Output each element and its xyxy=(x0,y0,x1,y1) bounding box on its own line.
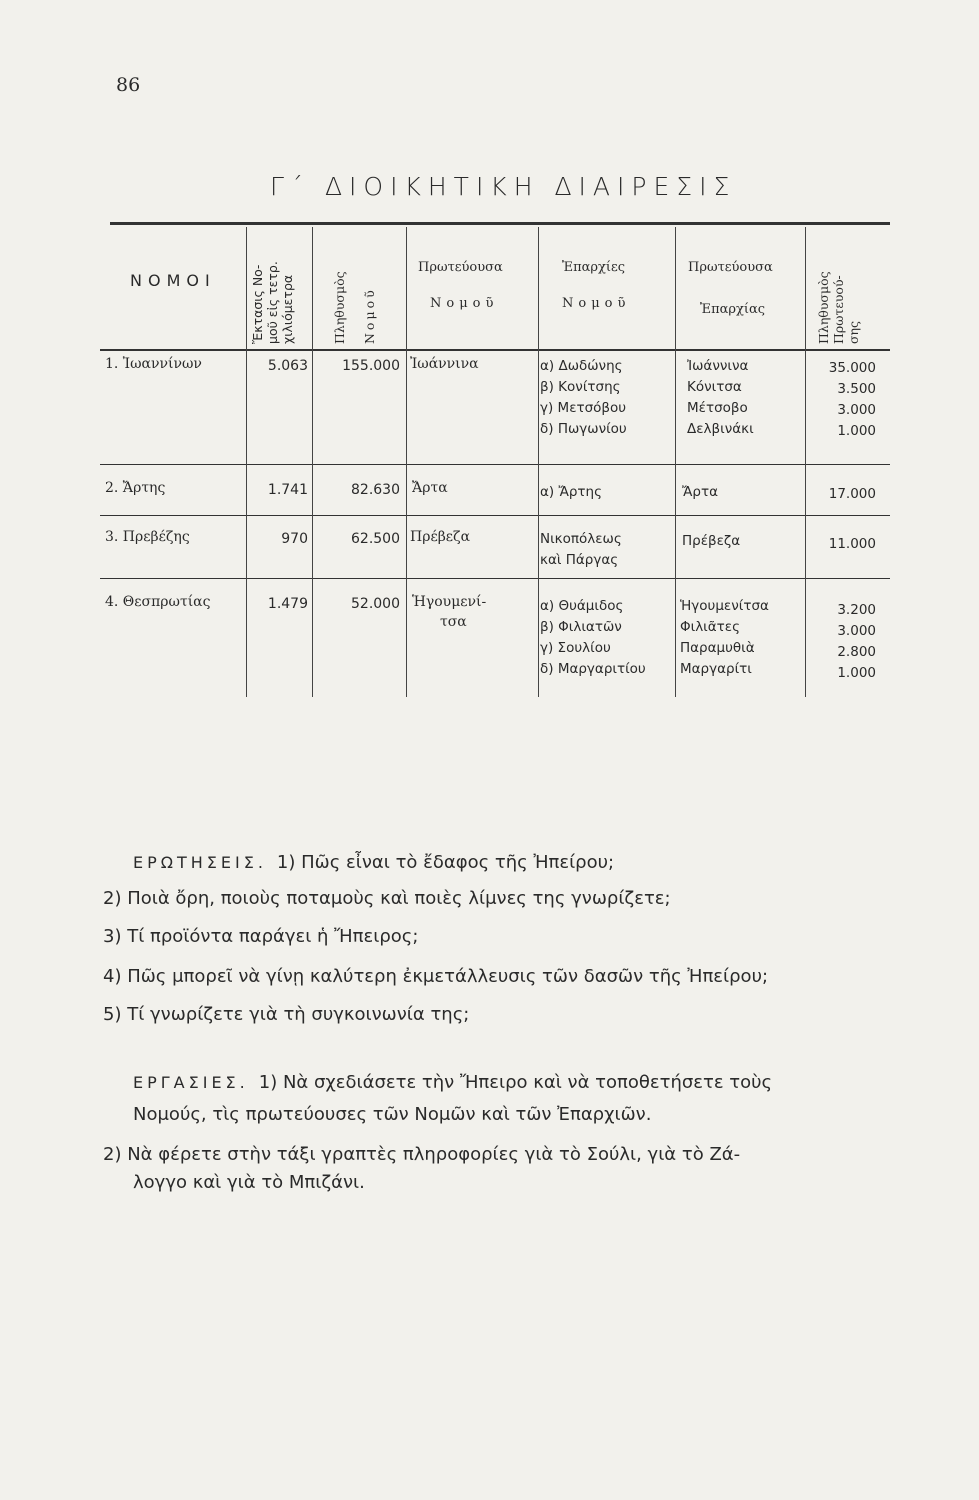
row-area: 970 xyxy=(281,531,308,547)
question-2: 2) Ποιὰ ὄρη, ποιοὺς ποταμοὺς καὶ ποιὲς λίμνες της γνωρίζετε; xyxy=(103,888,671,909)
question-4: 4) Πῶς μπορεῖ νὰ γίνῃ καλύτερη ἐκμετάλλευσις τῶν δασῶν τῆς Ἠπείρου; xyxy=(103,966,769,987)
header-population: Πληθυσμὸς Νομοῦ xyxy=(332,271,377,344)
row-rule-1 xyxy=(100,464,890,465)
header-provinces-1: Ἐπαρχίες xyxy=(562,260,626,275)
row-capital: Πρέβεζα xyxy=(410,529,471,545)
row-population: 82.630 xyxy=(351,482,400,498)
row-name: 3. Πρεβέζης xyxy=(105,529,190,545)
header-prov-capital-1: Πρωτεύουσα xyxy=(688,260,773,275)
task-1-line-1: 1) Νὰ σχεδιάσετε τὴν Ἤπειρο καὶ νὰ τοποθετήσετε τοὺς xyxy=(258,1072,773,1093)
question-3: 3) Τί προϊόντα παράγει ἡ Ἤπειρος; xyxy=(103,926,419,947)
administrative-division-table xyxy=(100,222,890,702)
row-prov-capitals: Ἰωάννινα Κόνιτσα Μέτσοβο Δελβινάκι xyxy=(687,358,754,437)
task-2-line-2: λογγο καὶ γιὰ τὸ Μπιζάνι. xyxy=(133,1172,365,1193)
question-5: 5) Τί γνωρίζετε γιὰ τὴ συγκοινωνία της; xyxy=(103,1004,470,1025)
header-capital-1: Πρωτεύουσα xyxy=(418,260,503,275)
col-rule-6 xyxy=(805,227,806,697)
row-prov-capitals: Ἡγουμενίτσα Φιλιᾶτες Παραμυθιὰ Μαργαρίτι xyxy=(680,598,769,677)
tasks-heading: ΕΡΓΑΣΙΕΣ. xyxy=(133,1073,249,1092)
col-rule-2 xyxy=(312,227,313,697)
row-cap-pops: 35.000 3.500 3.000 1.000 xyxy=(828,360,876,439)
col-rule-3 xyxy=(406,227,407,697)
row-population: 155.000 xyxy=(342,358,400,374)
page-title: Γ΄ ΔΙΟΙΚΗΤΙΚΗ ΔΙΑΙΡΕΣΙΣ xyxy=(270,172,737,201)
header-provinces-2: Νομοῦ xyxy=(562,296,631,311)
header-capital-population: Πληθυσμὸς Πρωτευού- σης xyxy=(816,271,861,344)
header-rule xyxy=(100,349,890,351)
row-population: 52.000 xyxy=(351,596,400,612)
col-rule-1 xyxy=(246,227,247,697)
header-nomoi: ΝΟΜΟΙ xyxy=(130,271,216,290)
row-name: 4. Θεσπρωτίας xyxy=(105,594,211,610)
task-1-line-2: Νομούς, τὶς πρωτεύουσες τῶν Νομῶν καὶ τῶν Ἐπαρχιῶν. xyxy=(133,1104,652,1125)
row-capital-cont: τσα xyxy=(440,614,467,630)
row-area: 1.479 xyxy=(267,596,308,612)
row-capital: Ἡγουμενί- xyxy=(412,594,487,610)
questions-heading-line xyxy=(133,852,614,873)
row-rule-3 xyxy=(100,578,890,579)
row-provinces: α) Θυάμιδος β) Φιλιατῶν γ) Σουλίου δ) Μαργαριτίου xyxy=(540,598,646,677)
row-provinces: Νικοπόλεως καὶ Πάργας xyxy=(540,531,622,568)
row-prov-capitals: Ἄρτα xyxy=(682,484,718,500)
row-capital: Ἄρτα xyxy=(412,480,448,496)
row-provinces: α) Δωδώνης β) Κονίτσης γ) Μετσόβου δ) Πωγωνίου xyxy=(540,358,627,437)
row-provinces: α) Ἄρτης xyxy=(540,484,603,500)
row-area: 5.063 xyxy=(267,358,308,374)
row-capital: Ἰωάννινα xyxy=(410,356,479,372)
row-area: 1.741 xyxy=(267,482,308,498)
page-number: 86 xyxy=(116,74,141,96)
col-rule-4 xyxy=(538,227,539,697)
task-2-line-1: 2) Νὰ φέρετε στὴν τάξι γραπτὲς πληροφορίες γιὰ τὸ Σούλι, γιὰ τὸ Ζά- xyxy=(103,1144,741,1165)
row-population: 62.500 xyxy=(351,531,400,547)
header-prov-capital-2: Ἐπαρχίας xyxy=(700,302,766,317)
row-prov-capitals: Πρέβεζα xyxy=(682,533,741,549)
header-area: Ἔκτασις Νο- μοῦ εἰς τετρ. χιλιόμετρα xyxy=(250,261,295,344)
row-rule-2 xyxy=(100,515,890,516)
tasks-heading-line xyxy=(133,1072,772,1093)
row-cap-pops: 11.000 xyxy=(828,536,876,552)
col-rule-5 xyxy=(675,227,676,697)
row-name: 1. Ἰωαννίνων xyxy=(105,356,202,372)
row-cap-pops: 3.200 3.000 2.800 1.000 xyxy=(837,602,876,681)
row-cap-pops: 17.000 xyxy=(828,486,876,502)
row-name: 2. Ἄρτης xyxy=(105,480,166,496)
header-capital-2: Νομοῦ xyxy=(430,296,499,311)
table-top-rule xyxy=(110,222,890,225)
question-1: 1) Πῶς εἶναι τὸ ἔδαφος τῆς Ἠπείρου; xyxy=(276,852,615,873)
questions-heading: ΕΡΩΤΗΣΕΙΣ. xyxy=(133,853,267,872)
